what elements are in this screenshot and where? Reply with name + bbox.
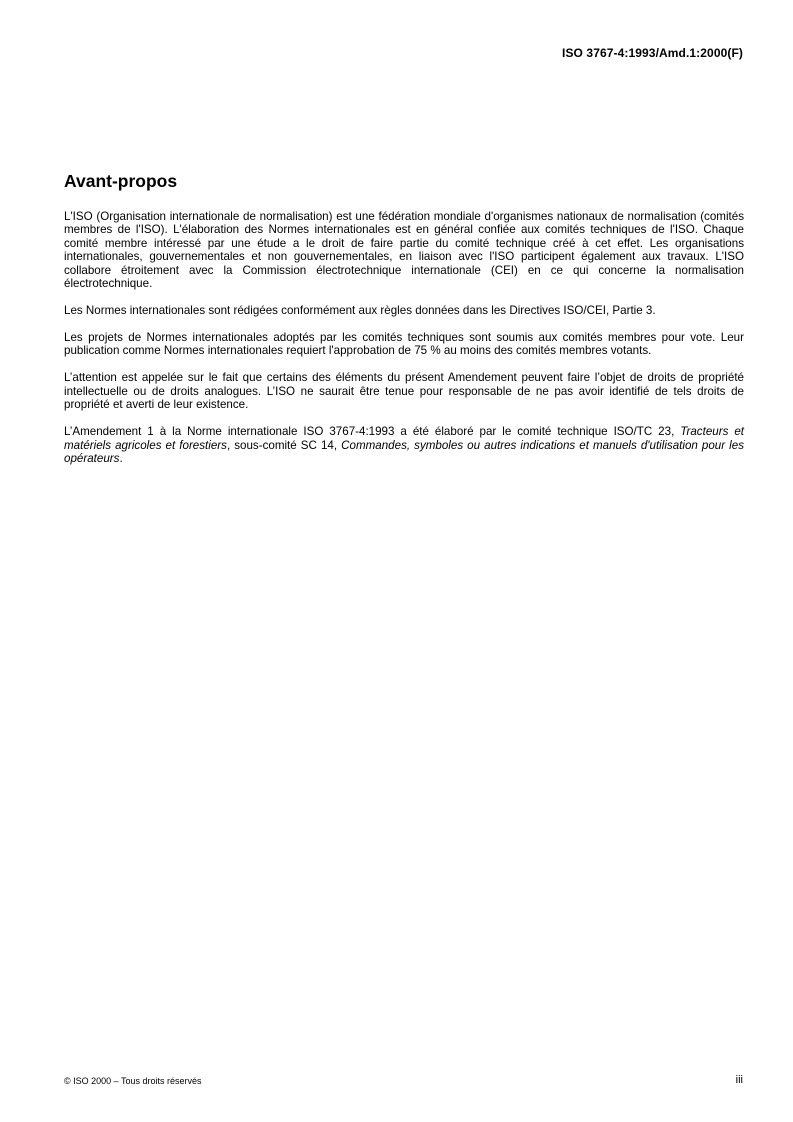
paragraph-amendment (64, 425, 744, 465)
footer-copyright: © ISO 2000 – Tous droits réservés (64, 1076, 202, 1086)
document-reference: ISO 3767-4:1993/Amd.1:2000(F) (562, 46, 743, 60)
subcommittee-name: Commandes, symboles ou autres indications et manuels d'utilisation pour les opérateurs (64, 438, 744, 466)
page-title: Avant-propos (64, 171, 178, 191)
paragraph-voting: Les projets de Normes internationales adoptés par les comités techniques sont soumis aux comités membres pour vote. Leur publication comme Normes internationales requiert l'approbation de 75 % au moins des comités membres votants. (64, 331, 744, 358)
footer-page-number: iii (735, 1074, 743, 1086)
subcommittee-intro: , sous-comité SC 14, (226, 438, 342, 452)
foreword-body (64, 210, 744, 465)
paragraph-directives: Les Normes internationales sont rédigées conformément aux règles données dans les Directives ISO/CEI, Partie 3. (64, 304, 656, 318)
amendment-intro: L’Amendement 1 à la Norme internationale ISO 3767-4:1993 a été élaboré par le comité technique ISO/TC 23, (64, 425, 681, 439)
paragraph-patent-rights: L’attention est appelée sur le fait que certains des éléments du présent Amendement peuvent faire l’objet de droits de propriété intellectuelle ou de droits analogues. L’ISO ne saurait être tenue pour responsable de ne pas avoir identifié de tels droits de propriété et averti de leur existence. (64, 371, 744, 412)
committee-name: Tracteurs et matériels agricoles et forestiers (64, 425, 744, 452)
paragraph-iso-organisation: L'ISO (Organisation internationale de normalisation) est une fédération mondiale d'organismes nationaux de normalisation (comités membres de l'ISO). L'élaboration des Normes internationales est en général confiée aux comités techniques de l'ISO. Chaque comité membre intéressé par une étude a le droit de faire partie du comité technique créé à cet effet. Les organisations internationales, gouvernementales et non gouvernementales, en liaison avec l'ISO participent également aux travaux. L'ISO collabore étroitement avec la Commission électrotechnique internationale (CEI) en ce qui concerne la normalisation électrotechnique. (64, 210, 744, 291)
amendment-end: . (119, 452, 123, 466)
